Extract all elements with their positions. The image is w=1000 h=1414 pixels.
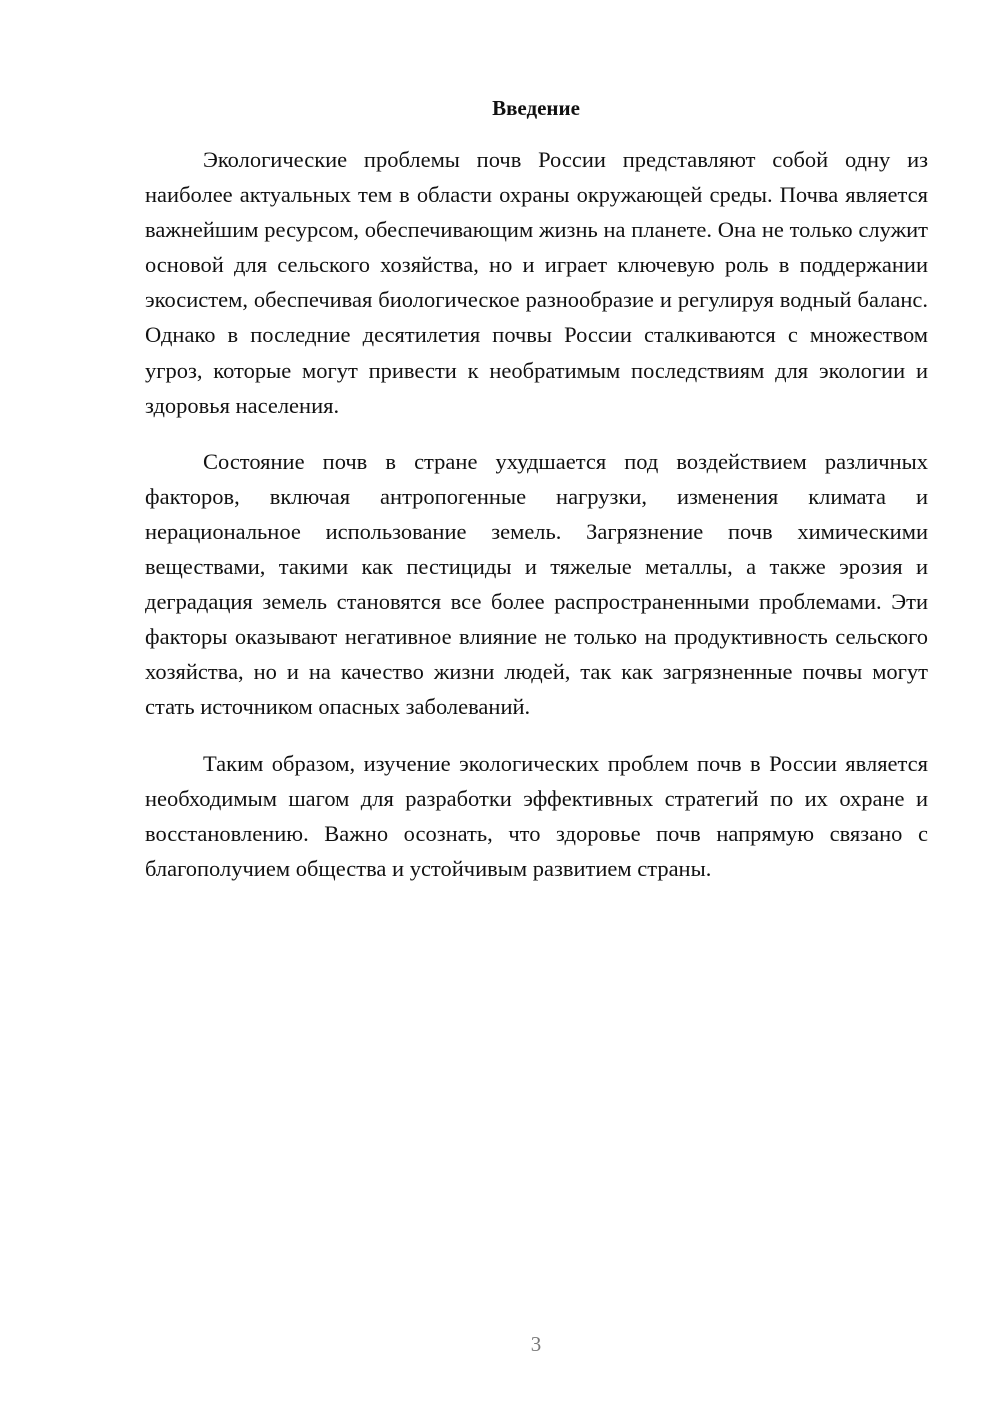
body-text	[145, 142, 928, 886]
page-number: 3	[530, 1332, 542, 1356]
paragraph-1: Экологические проблемы почв России представляют собой одну из наиболее актуальных тем в области охраны окружающей среды. Почва является важнейшим ресурсом, обеспечивающим жизнь на планете. Она не только служит основой для сельского хозяйства, но и играет ключевую роль в поддержании экосистем, обеспечивая биологическое разнообразие и регулируя водный баланс. Однако в последние десятилетия почвы России сталкиваются с множеством угроз, которые могут привести к необратимым последствиям для экологии и здоровья населения.	[145, 147, 928, 418]
paragraph-2: Состояние почв в стране ухудшается под воздействием различных факторов, включая антропогенные нагрузки, изменения климата и нерациональное использование земель. Загрязнение почв химическими веществами, такими как пестициды и тяжелые металлы, а также эрозия и деградация земель становятся все более распространенными проблемами. Эти факторы оказывают негативное влияние не только на продуктивность сельского хозяйства, но и на качество жизни людей, так как загрязненные почвы могут стать источником опасных заболеваний.	[145, 448, 928, 720]
section-heading: Введение	[492, 96, 580, 120]
paragraph-3: Таким образом, изучение экологических проблем почв в России является необходимым шагом для разработки эффективных стратегий по их охране и восстановлению. Важно осознать, что здоровье почв напрямую связано с благополучием общества и устойчивым развитием страны.	[145, 750, 928, 881]
